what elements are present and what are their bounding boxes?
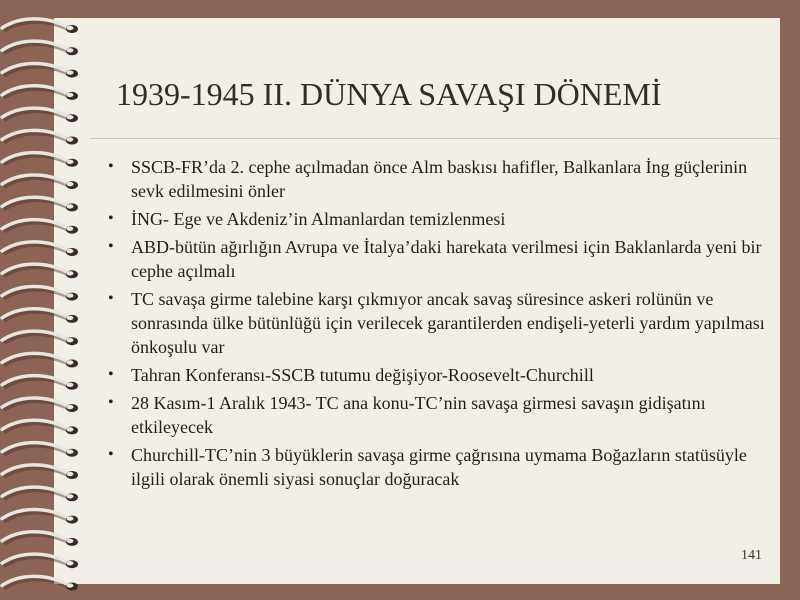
bullet-text: ABD-bütün ağırlığın Avrupa ve İtalya’daki harekata verilmesi için Baklanlarda yeni bir cephe açılmalı [131, 237, 762, 281]
spiral-ring [2, 353, 78, 367]
bullet-item [106, 391, 766, 439]
bullet-dot-icon: • [108, 394, 114, 411]
spiral-ring [2, 175, 78, 189]
notebook-page [54, 18, 780, 584]
bullet-dot-icon: • [108, 158, 114, 175]
spiral-binding-icon [0, 0, 90, 600]
spiral-ring [2, 108, 78, 122]
bullet-text: Churchill-TC’nin 3 büyüklerin savaşa girme çağrısına uymama Boğazların statüsüyle ilgili olarak önemli siyasi sonuçlar doğuracak [131, 445, 747, 489]
spiral-ring [2, 153, 78, 167]
bullet-dot-icon: • [108, 238, 114, 255]
bullet-dot-icon: • [108, 446, 114, 463]
bullet-text: Tahran Konferansı-SSCB tutumu değişiyor-Roosevelt-Churchill [131, 365, 594, 385]
bullet-dot-icon: • [108, 290, 114, 307]
slide-title: 1939-1945 II. DÜNYA SAVAŞI DÖNEMİ [116, 76, 662, 112]
bullet-item [106, 363, 766, 387]
spiral-ring [2, 554, 78, 568]
title-divider [90, 138, 780, 139]
spiral-ring [2, 576, 78, 590]
bullet-text: TC savaşa girme talebine karşı çıkmıyor ancak savaş süresince askeri rolünün ve sonrasında ülke bütünlüğü için verilecek garantilerden endişeli-yeterli yardım yapılması önkoşulu var [131, 289, 765, 357]
page-number: 141 [741, 548, 762, 563]
bullet-item [106, 235, 766, 283]
spiral-ring [2, 487, 78, 501]
spiral-ring [2, 532, 78, 546]
bullet-item [106, 287, 766, 359]
spiral-ring [2, 398, 78, 412]
spiral-ring [2, 376, 78, 390]
spiral-ring [2, 309, 78, 323]
spiral-ring [2, 130, 78, 144]
spiral-ring [2, 264, 78, 278]
spiral-ring [2, 41, 78, 55]
spiral-ring [2, 63, 78, 77]
bullet-dot-icon: • [108, 366, 114, 383]
bullet-item [106, 207, 766, 231]
bullet-text: SSCB-FR’da 2. cephe açılmadan önce Alm baskısı hafifler, Balkanlara İng güçlerinin sevk edilmesini önler [131, 157, 748, 201]
bullet-list [106, 155, 766, 495]
bullet-text: İNG- Ege ve Akdeniz’in Almanlardan temizlenmesi [131, 209, 506, 229]
spiral-ring [2, 443, 78, 457]
bullet-text: 28 Kasım-1 Aralık 1943- TC ana konu-TC’nin savaşa girmesi savaşın gidişatını etkileyecek [131, 393, 706, 437]
spiral-ring [2, 197, 78, 211]
spiral-ring [2, 465, 78, 479]
spiral-ring [2, 86, 78, 100]
spiral-ring [2, 331, 78, 345]
spiral-ring [2, 19, 78, 33]
spiral-ring [2, 220, 78, 234]
spiral-ring [2, 509, 78, 523]
spiral-ring [2, 286, 78, 300]
bullet-item [106, 155, 766, 203]
bullet-dot-icon: • [108, 210, 114, 227]
spiral-ring [2, 242, 78, 256]
bullet-item [106, 443, 766, 491]
spiral-ring [2, 420, 78, 434]
